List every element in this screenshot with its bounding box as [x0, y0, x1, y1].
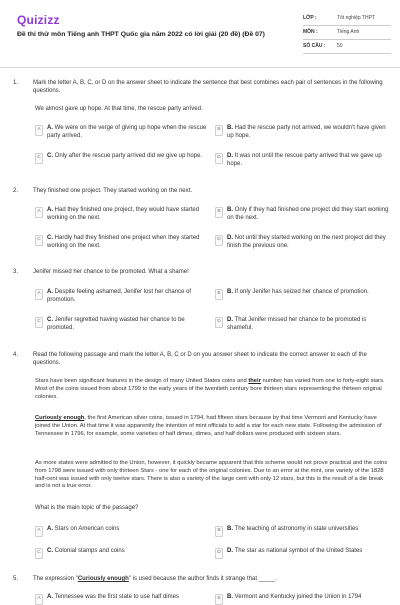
option-letter-box: C [35, 153, 43, 164]
option-a[interactable] [35, 207, 211, 223]
option-letter-box: A [35, 289, 43, 300]
option-b[interactable] [215, 526, 391, 537]
option-text: It was not until the rescue party arrived that we gave up hope. [227, 153, 382, 167]
option-letter-box: B [215, 207, 223, 218]
option-key: C. [47, 235, 53, 241]
option-text: The star as national symbol of the United States [234, 548, 363, 554]
option-letter-box: D [215, 317, 223, 328]
question-number: 5. [13, 576, 19, 582]
option-key: A. [47, 125, 53, 131]
option-text: Only if they had finished one project did they start working on the next. [227, 207, 389, 221]
question-prompt [33, 576, 391, 584]
option-letter-box: A [35, 125, 43, 136]
option-text: Stars on American coins [54, 526, 120, 532]
document-title: Đề thi thử môn Tiếng anh THPT Quốc gia năm 2022 có lời giải (20 đề) (Đề 07) [17, 31, 265, 38]
option-letter-box: C [35, 317, 43, 328]
passage-text: number has varied from one to forty-eight stars. Most of the coins issued from about 1799 to the early years of the twentieth century bore thirteen stars representing the thirteen original colonies. [35, 378, 385, 400]
option-key: D. [227, 153, 233, 159]
option-d[interactable] [215, 235, 391, 251]
option-key: A. [47, 526, 53, 532]
option-key: A. [47, 289, 53, 295]
meta-value: Tiếng Anh [337, 29, 360, 36]
option-d[interactable] [215, 548, 391, 559]
option-letter-box: A [35, 207, 43, 218]
prompt-text: " is used because the author finds it strange that _____. [128, 576, 278, 582]
option-key: D. [227, 235, 233, 241]
passage-highlight: their [248, 378, 261, 384]
option-key: C. [47, 548, 53, 554]
meta-label: SỐ CÂU : [303, 43, 326, 50]
option-letter-box: B [215, 125, 223, 136]
passage-text: Stars have been significant features in the design of many United States coins and [35, 378, 249, 384]
prompt-highlight: Curiously enough [77, 576, 129, 582]
option-key: B. [227, 125, 233, 131]
passage-paragraph-1 [35, 378, 391, 401]
quizizz-logo: Quizizz [17, 13, 60, 27]
option-text: Vermont and Kentucky joined the Union in 1794 [234, 594, 362, 600]
option-a[interactable] [35, 125, 211, 141]
passage-paragraph-2 [35, 415, 391, 438]
passage-highlight: Curiously enough [35, 415, 85, 421]
prompt-text: The expression " [33, 576, 78, 582]
question-prompt: They finished one project. They started working on the next. [33, 188, 192, 194]
option-b[interactable] [215, 207, 391, 223]
meta-label: MÔN : [303, 29, 318, 36]
meta-table [303, 12, 391, 54]
question-stem: What is the main topic of the passage? [35, 505, 139, 511]
option-key: D. [227, 548, 233, 554]
option-text: That Jenifer missed her chance to be promoted is shameful. [227, 317, 367, 331]
option-letter-box: B [215, 526, 223, 537]
option-key: C. [47, 317, 53, 323]
option-c[interactable] [35, 317, 211, 333]
option-text: Had they finished one project, they would have started working on the next. [47, 207, 200, 221]
meta-row-count [303, 40, 391, 54]
meta-row-class [303, 12, 391, 26]
option-text: Despite feeling ashamed, Jenifer lost her chance of promotion. [47, 289, 192, 303]
option-letter-box: D [215, 235, 223, 246]
option-text: Only after the rescue party arrived did we give up hope. [54, 153, 203, 159]
passage-text: As more states were admitted to the Union, however, it quickly became apparent that this scheme would not prove practical and the coins from 1798 were issued with only thirteen Stars - one for each of the original colonies. Due to an error at the mint, one variety of the 1828 half-cent was issued with only twelve stars. There is also a variety of the large cent with only 12 stars, but this is the result of a die break and is not a true error. [35, 460, 388, 490]
question-number: 4. [13, 352, 19, 358]
question-number: 1. [13, 80, 19, 86]
page-header [0, 0, 400, 68]
option-key: B. [227, 526, 233, 532]
passage-text: , the first American silver coins, issued in 1794, had fifteen stars because by that time Vermont and Kentucky have joined the Union. At that time it was apparently the intention of mint officials to add a star for each new state. Following the admission of Tennessee in 1796, for example, some varieties of half dimes, dimes, and half dollars were produced with sixteen stars. [35, 415, 382, 437]
option-d[interactable] [215, 317, 391, 333]
option-text: Not until they started working on the next project did they finish the previous one. [227, 235, 386, 249]
option-c[interactable] [35, 235, 211, 251]
option-key: C. [47, 153, 53, 159]
option-d[interactable] [215, 153, 391, 169]
option-text: Hardly had they finished one project when they started working on the next. [47, 235, 200, 249]
option-letter-box: B [215, 594, 223, 605]
option-text: If only Jenifer has seized her chance of promotion. [234, 289, 369, 295]
option-c[interactable] [35, 548, 211, 559]
question-prompt: Mark the letter A, B, C, or D on the answer sheet to indicate the sentence that best combines each pair of sentences in the following questions. [33, 80, 383, 94]
option-b[interactable] [215, 289, 391, 300]
option-text: Had the rescue party not arrived, we wouldn't have given up hope. [227, 125, 386, 139]
question-number: 2. [13, 188, 19, 194]
option-key: B. [227, 207, 233, 213]
question-prompt: Read the following passage and mark the letter A, B, C or D on you answer sheet to indicate the correct answer to each of the questions. [33, 352, 367, 366]
option-key: D. [227, 317, 233, 323]
option-text: The teaching of astronomy in state universities [234, 526, 359, 532]
option-text: We were on the verge of giving up hope when the rescue party arrived. [47, 125, 207, 139]
question-prompt: Jenifer missed her chance to be promoted. What a shame! [33, 269, 189, 275]
option-key: B. [227, 289, 233, 295]
question-number: 3. [13, 269, 19, 275]
option-text: Colonial stamps and coins [54, 548, 125, 554]
option-letter-box: D [215, 153, 223, 164]
option-key: A. [47, 207, 53, 213]
option-letter-box: C [35, 235, 43, 246]
option-key: A. [47, 594, 53, 600]
option-letter-box: C [35, 548, 43, 559]
passage-paragraph-3 [35, 460, 391, 491]
option-letter-box: A [35, 594, 43, 605]
option-a[interactable] [35, 289, 211, 305]
question-stem: We almost gave up hope. At that time, the rescue party arrived. [35, 106, 203, 112]
meta-value: 50 [337, 43, 343, 50]
option-c[interactable] [35, 153, 211, 164]
option-a[interactable] [35, 526, 211, 537]
option-letter-box: A [35, 526, 43, 537]
meta-value: Tốt nghiệp THPT [337, 15, 375, 22]
meta-row-subject [303, 26, 391, 40]
option-letter-box: D [215, 548, 223, 559]
meta-label: LỚP : [303, 15, 317, 22]
option-text: Tennessee was the first state to use half dimes [54, 594, 179, 600]
option-letter-box: B [215, 289, 223, 300]
option-key: B. [227, 594, 233, 600]
option-b[interactable] [215, 125, 391, 141]
option-text: Jenifer regretted having wasted her chance to be promoted. [47, 317, 185, 331]
